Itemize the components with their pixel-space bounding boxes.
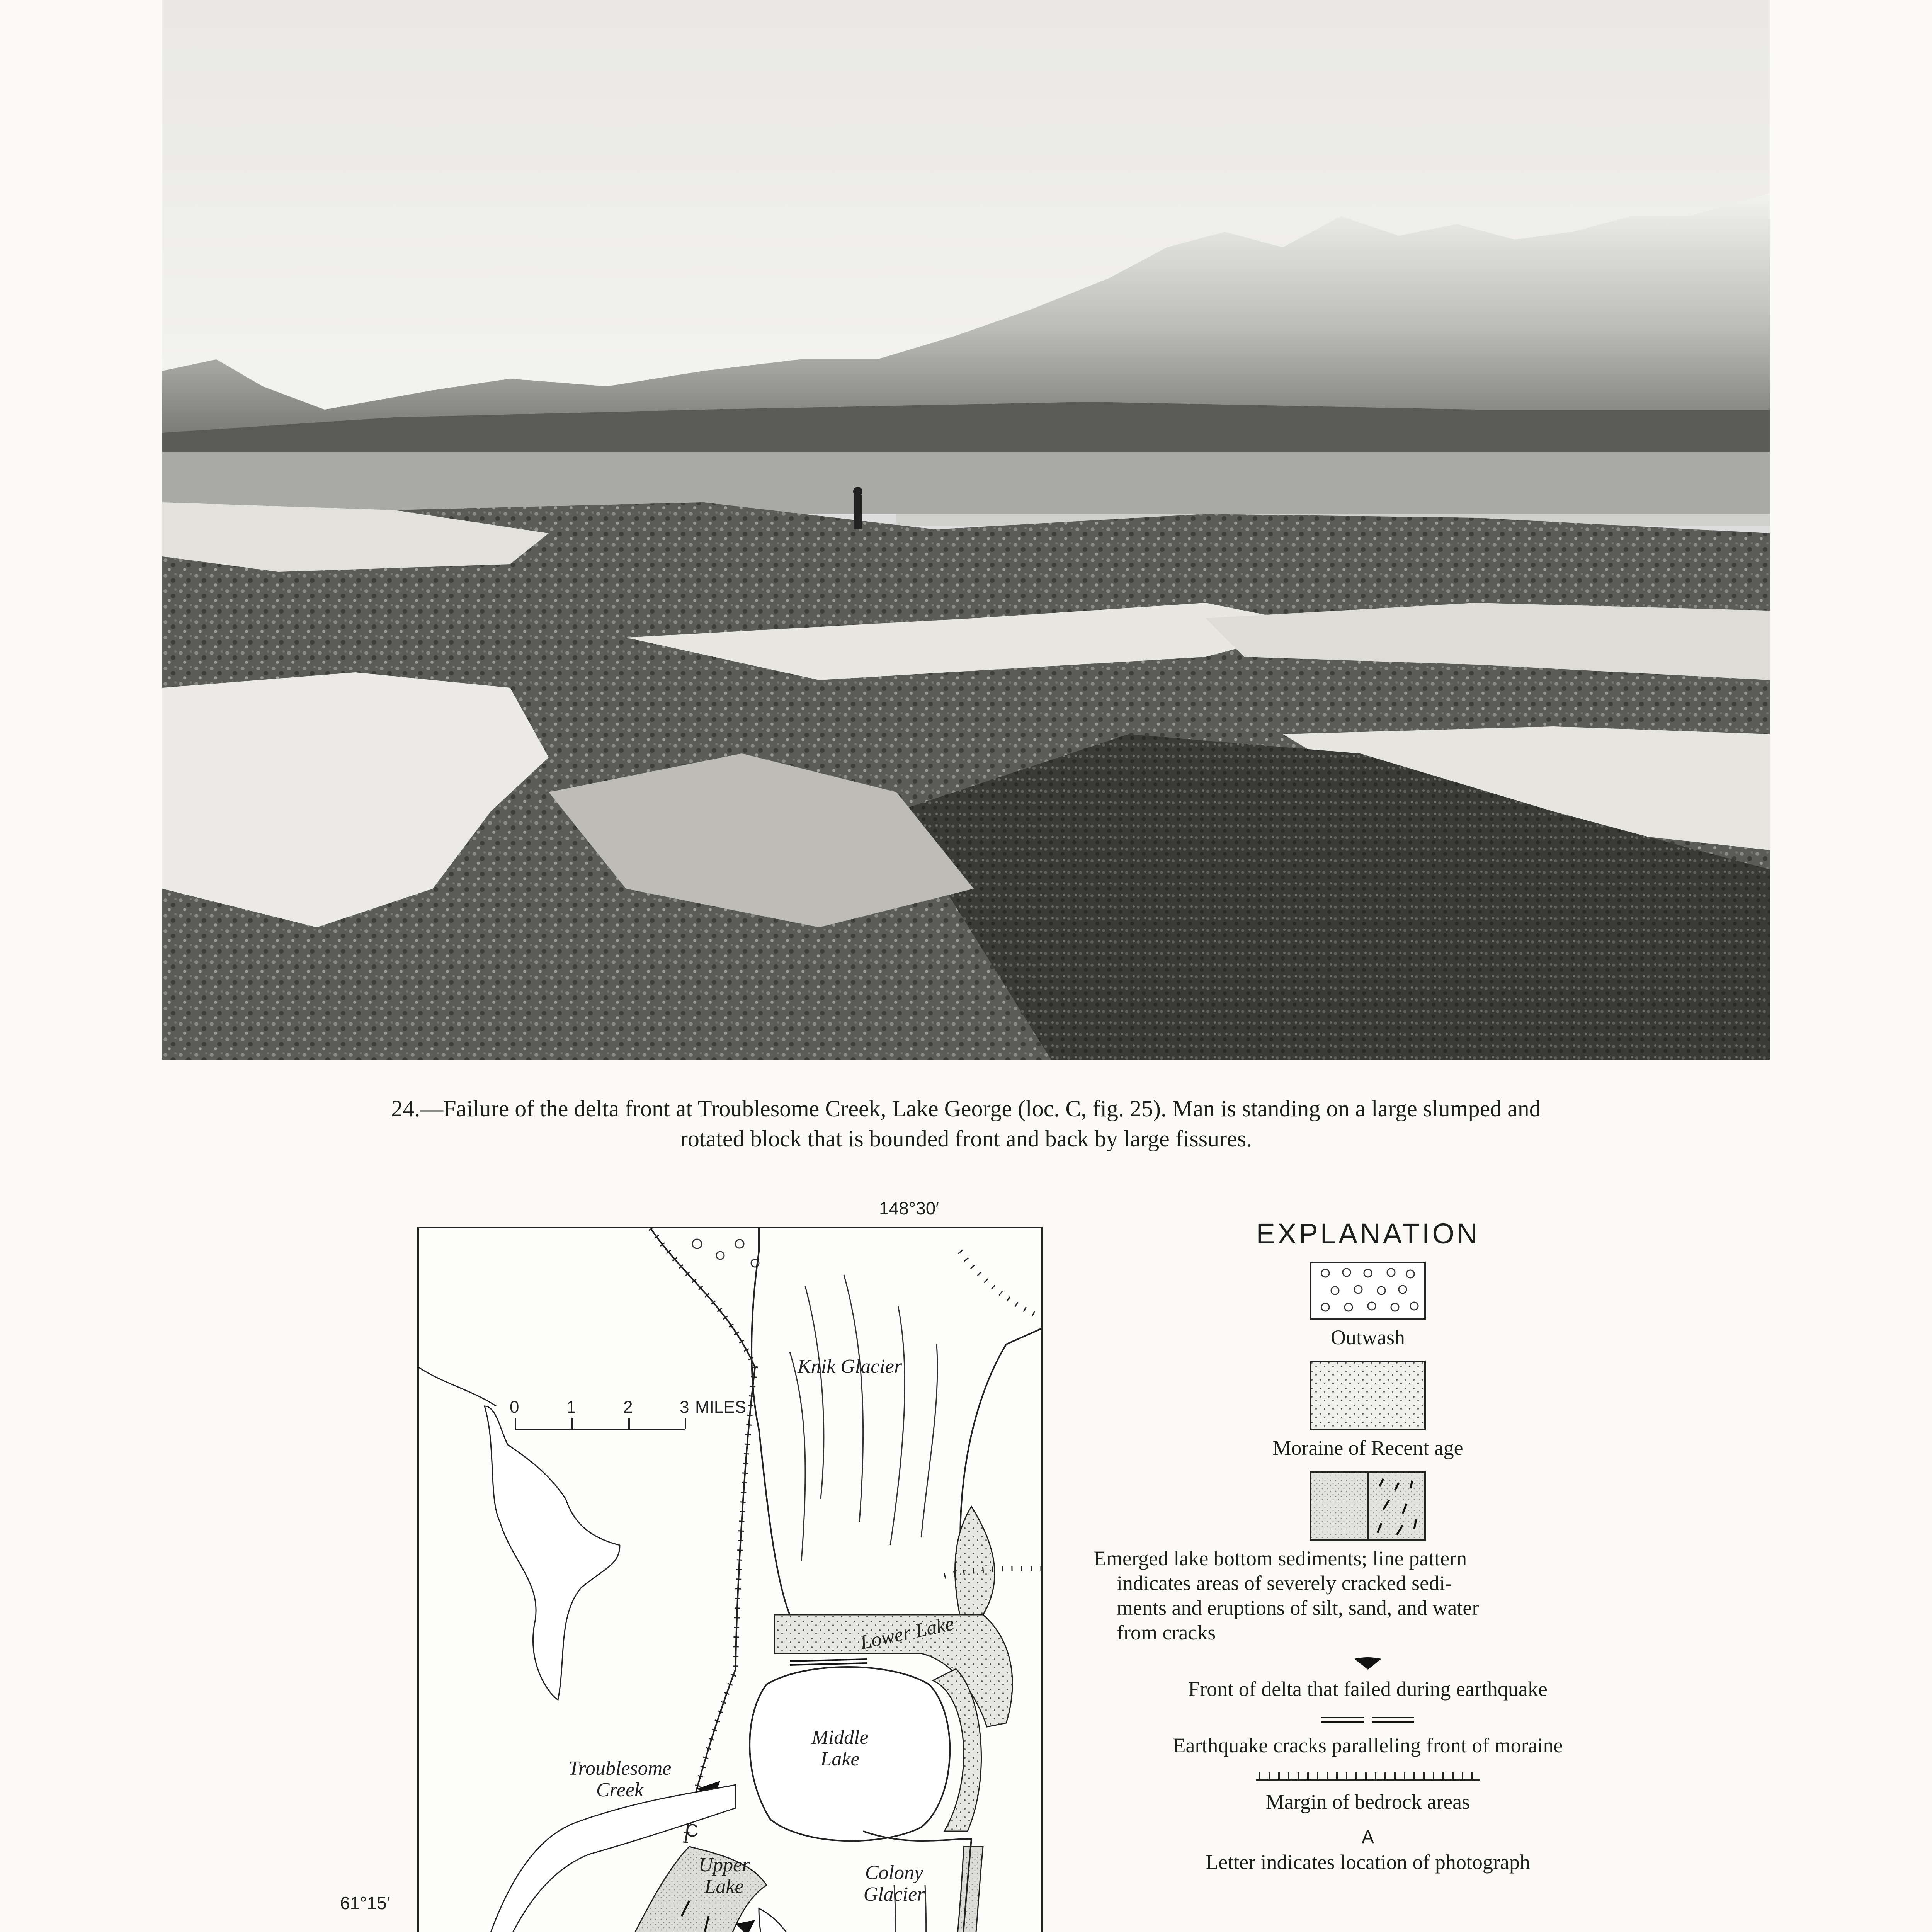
upper-lake-label (685, 1854, 763, 1898)
outwash-symbol (1310, 1262, 1426, 1320)
legend-lake-bottom (1078, 1471, 1658, 1645)
scale-tick-0: 0 (510, 1398, 519, 1417)
legend-outwash (1078, 1262, 1658, 1350)
legend-cracks (1078, 1712, 1658, 1758)
colony-glacier-label-1: Colony (865, 1862, 923, 1884)
legend-outwash-label: Outwash (1331, 1326, 1405, 1349)
colony-glacier-label-2: Glacier (863, 1883, 925, 1905)
map-legend (1078, 1217, 1658, 1885)
legend-letter-label: Letter indicates location of photograph (1206, 1850, 1530, 1874)
longitude-label: 148°30′ (879, 1198, 939, 1218)
legend-delta-front (1078, 1656, 1658, 1701)
lower-lake-label: Lower Lake (858, 1612, 956, 1654)
legend-lake-bottom-line-4: from cracks (1117, 1621, 1216, 1644)
scale-unit: MILES (695, 1398, 747, 1417)
legend-lake-bottom-line-3: ments and eruptions of silt, sand, and water (1117, 1596, 1479, 1619)
legend-lake-bottom-line-2: indicates areas of severely cracked sedi- (1117, 1571, 1452, 1595)
knik-glacier-label: Knik Glacier (798, 1355, 902, 1378)
troublesome-creek-label-2: Creek (596, 1779, 644, 1801)
upper-lake-label-2: Lake (704, 1876, 744, 1898)
legend-letter (1078, 1825, 1658, 1874)
troublesome-creek-label-1: Troublesome (568, 1757, 672, 1779)
legend-letter-symbol: A (1361, 1827, 1374, 1847)
scale-tick-2: 2 (623, 1398, 633, 1417)
legend-bedrock (1078, 1769, 1658, 1814)
moraine-symbol (1310, 1361, 1426, 1430)
middle-lake-label-1: Middle (811, 1726, 869, 1748)
legend-moraine-label: Moraine of Recent age (1272, 1436, 1463, 1459)
scale-tick-1: 1 (566, 1398, 576, 1417)
lake-george-map (417, 1227, 1043, 1932)
colony-glacier-label (848, 1862, 940, 1905)
scale-tick-3: 3 (680, 1398, 689, 1417)
delta-front-photograph (162, 0, 1770, 1060)
troublesome-creek-label (550, 1758, 689, 1801)
legend-cracks-label: Earthquake cracks paralleling front of moraine (1173, 1734, 1563, 1757)
delta-failure-symbol (1352, 1656, 1383, 1671)
figure-24-caption (155, 1094, 1777, 1154)
legend-bedrock-label: Margin of bedrock areas (1265, 1790, 1470, 1813)
location-c-label: C (685, 1820, 699, 1840)
upper-lake-label-1: Upper (698, 1854, 750, 1876)
middle-lake-label-2: Lake (820, 1748, 860, 1770)
middle-lake-label (798, 1727, 883, 1770)
legend-delta-front-label: Front of delta that failed during earthquake (1188, 1677, 1548, 1701)
outwash-area (692, 1239, 759, 1267)
bedrock-margin-symbol (1252, 1769, 1484, 1784)
legend-moraine (1078, 1361, 1658, 1460)
lake-bottom-symbol (1310, 1471, 1426, 1541)
earthquake-cracks-symbol (1318, 1712, 1418, 1728)
figure-24-caption-line-1: 24.—Failure of the delta front at Troublesome Creek, Lake George (loc. C, fig. 25). Man is standing on a large slumped and (391, 1096, 1541, 1121)
legend-lake-bottom-line-1: Emerged lake bottom sediments; line pattern (1094, 1547, 1467, 1570)
latitude-label: 61°15′ (340, 1893, 390, 1913)
figure-24-caption-line-2: rotated block that is bounded front and back by large fissures. (680, 1126, 1252, 1151)
legend-title: EXPLANATION (1256, 1218, 1480, 1250)
